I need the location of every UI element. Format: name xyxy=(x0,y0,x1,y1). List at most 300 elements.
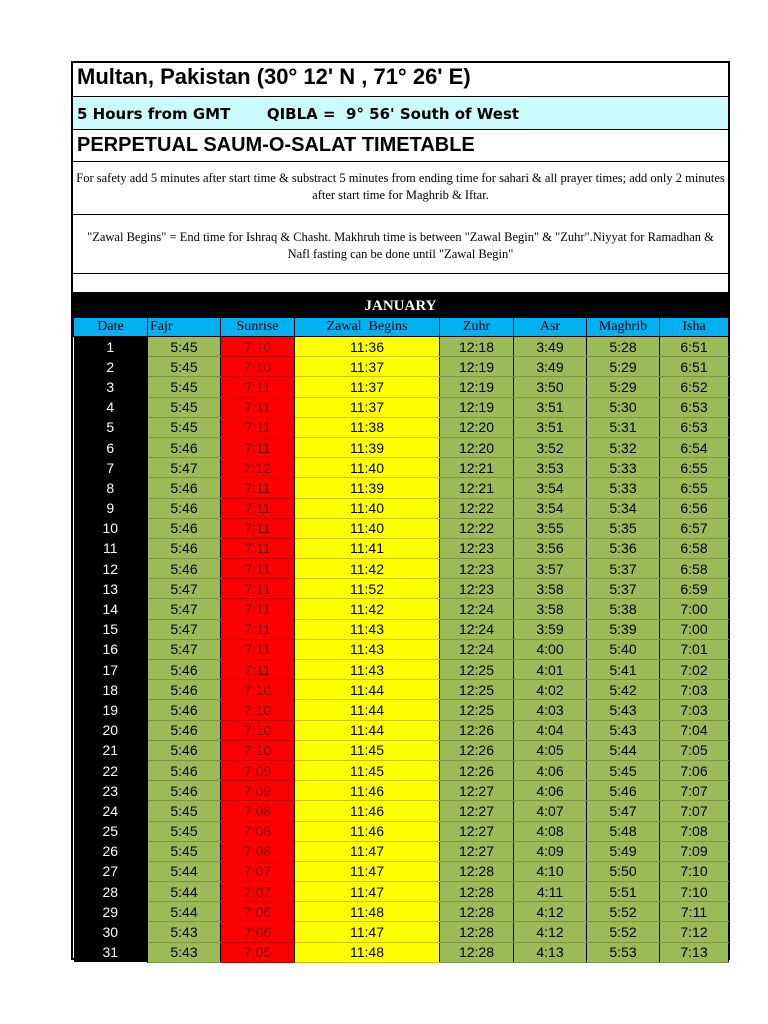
cell-fajr: 5:47 xyxy=(148,579,221,599)
cell-fajr: 5:46 xyxy=(148,660,221,680)
cell-asr: 3:51 xyxy=(514,417,587,437)
cell-zawal: 11:37 xyxy=(295,357,440,377)
cell-fajr: 5:44 xyxy=(148,861,221,881)
cell-date: 17 xyxy=(74,660,148,680)
cell-maghrib: 5:50 xyxy=(587,861,660,881)
cell-zuhr: 12:27 xyxy=(440,781,514,801)
cell-fajr: 5:46 xyxy=(148,498,221,518)
cell-zawal: 11:44 xyxy=(295,680,440,700)
cell-date: 31 xyxy=(74,942,148,962)
cell-date: 20 xyxy=(74,720,148,740)
cell-maghrib: 5:42 xyxy=(587,680,660,700)
cell-fajr: 5:44 xyxy=(148,882,221,902)
zawal-note: "Zawal Begins" = End time for Ishraq & Chasht. Makhruh time is between "Zawal Begin" & "Zuhr".Niyyat for Ramadhan & Nafl fasting can be done until "Zawal Begin" xyxy=(87,230,714,261)
cell-maghrib: 5:40 xyxy=(587,639,660,659)
table-row xyxy=(74,518,729,538)
cell-sunrise: 7:12 xyxy=(221,458,295,478)
cell-zawal: 11:42 xyxy=(295,559,440,579)
table-row xyxy=(74,417,729,437)
cell-zuhr: 12:19 xyxy=(440,377,514,397)
cell-sunrise: 7:11 xyxy=(221,619,295,639)
cell-zuhr: 12:26 xyxy=(440,720,514,740)
cell-isha: 6:58 xyxy=(660,538,729,558)
cell-zuhr: 12:18 xyxy=(440,337,514,357)
cell-fajr: 5:43 xyxy=(148,922,221,942)
cell-fajr: 5:46 xyxy=(148,760,221,780)
cell-asr: 3:50 xyxy=(514,377,587,397)
table-row xyxy=(74,841,729,861)
table-row xyxy=(74,821,729,841)
cell-sunrise: 7:11 xyxy=(221,518,295,538)
col-header-sunrise: Sunrise xyxy=(221,318,295,337)
cell-zawal: 11:38 xyxy=(295,417,440,437)
cell-fajr: 5:44 xyxy=(148,902,221,922)
cell-fajr: 5:45 xyxy=(148,337,221,357)
cell-fajr: 5:45 xyxy=(148,821,221,841)
table-row xyxy=(74,740,729,760)
table-row xyxy=(74,760,729,780)
cell-zuhr: 12:25 xyxy=(440,700,514,720)
cell-asr: 3:49 xyxy=(514,337,587,357)
cell-sunrise: 7:08 xyxy=(221,801,295,821)
cell-zawal: 11:52 xyxy=(295,579,440,599)
cell-fajr: 5:46 xyxy=(148,781,221,801)
cell-sunrise: 7:06 xyxy=(221,922,295,942)
cell-sunrise: 7:10 xyxy=(221,720,295,740)
cell-zawal: 11:39 xyxy=(295,437,440,457)
cell-fajr: 5:46 xyxy=(148,680,221,700)
table-row xyxy=(74,922,729,942)
cell-zawal: 11:43 xyxy=(295,619,440,639)
cell-asr: 4:07 xyxy=(514,801,587,821)
cell-zawal: 11:40 xyxy=(295,518,440,538)
table-row xyxy=(74,599,729,619)
col-header-asr: Asr xyxy=(514,318,587,337)
cell-date: 15 xyxy=(74,619,148,639)
cell-isha: 6:59 xyxy=(660,579,729,599)
cell-zawal: 11:47 xyxy=(295,861,440,881)
cell-asr: 3:55 xyxy=(514,518,587,538)
page-title: Multan, Pakistan (30° 12' N , 71° 26' E) xyxy=(77,64,471,89)
cell-zawal: 11:47 xyxy=(295,922,440,942)
table-row xyxy=(74,437,729,457)
cell-date: 10 xyxy=(74,518,148,538)
cell-zuhr: 12:24 xyxy=(440,599,514,619)
cell-date: 9 xyxy=(74,498,148,518)
cell-isha: 6:57 xyxy=(660,518,729,538)
cell-isha: 7:10 xyxy=(660,861,729,881)
cell-fajr: 5:45 xyxy=(148,397,221,417)
table-row xyxy=(74,781,729,801)
cell-maghrib: 5:48 xyxy=(587,821,660,841)
cell-date: 26 xyxy=(74,841,148,861)
cell-sunrise: 7:11 xyxy=(221,377,295,397)
cell-date: 3 xyxy=(74,377,148,397)
cell-maghrib: 5:41 xyxy=(587,660,660,680)
cell-date: 30 xyxy=(74,922,148,942)
cell-isha: 7:00 xyxy=(660,599,729,619)
cell-zuhr: 12:28 xyxy=(440,902,514,922)
cell-date: 7 xyxy=(74,458,148,478)
cell-date: 27 xyxy=(74,861,148,881)
cell-sunrise: 7:10 xyxy=(221,337,295,357)
cell-maghrib: 5:43 xyxy=(587,720,660,740)
cell-sunrise: 7:08 xyxy=(221,821,295,841)
cell-maghrib: 5:39 xyxy=(587,619,660,639)
cell-maghrib: 5:47 xyxy=(587,801,660,821)
cell-asr: 3:52 xyxy=(514,437,587,457)
cell-date: 19 xyxy=(74,700,148,720)
cell-sunrise: 7:11 xyxy=(221,660,295,680)
cell-zawal: 11:37 xyxy=(295,397,440,417)
cell-maghrib: 5:43 xyxy=(587,700,660,720)
cell-maghrib: 5:32 xyxy=(587,437,660,457)
cell-zuhr: 12:21 xyxy=(440,478,514,498)
table-row xyxy=(74,902,729,922)
cell-isha: 7:03 xyxy=(660,700,729,720)
cell-maghrib: 5:45 xyxy=(587,760,660,780)
cell-maghrib: 5:52 xyxy=(587,922,660,942)
cell-fajr: 5:47 xyxy=(148,599,221,619)
cell-fajr: 5:46 xyxy=(148,518,221,538)
cell-asr: 4:06 xyxy=(514,760,587,780)
col-header-isha: Isha xyxy=(660,318,729,337)
cell-zuhr: 12:28 xyxy=(440,942,514,962)
cell-zawal: 11:36 xyxy=(295,337,440,357)
cell-date: 13 xyxy=(74,579,148,599)
cell-asr: 3:56 xyxy=(514,538,587,558)
cell-isha: 6:56 xyxy=(660,498,729,518)
cell-date: 1 xyxy=(74,337,148,357)
safety-note-row xyxy=(73,162,728,215)
cell-isha: 7:00 xyxy=(660,619,729,639)
cell-date: 29 xyxy=(74,902,148,922)
cell-zuhr: 12:28 xyxy=(440,882,514,902)
table-row xyxy=(74,357,729,377)
cell-date: 25 xyxy=(74,821,148,841)
cell-zuhr: 12:27 xyxy=(440,821,514,841)
cell-isha: 7:03 xyxy=(660,680,729,700)
cell-maghrib: 5:51 xyxy=(587,882,660,902)
cell-zuhr: 12:19 xyxy=(440,357,514,377)
cell-asr: 3:57 xyxy=(514,559,587,579)
cell-zuhr: 12:20 xyxy=(440,437,514,457)
cell-fajr: 5:46 xyxy=(148,559,221,579)
cell-asr: 4:06 xyxy=(514,781,587,801)
cell-zuhr: 12:24 xyxy=(440,639,514,659)
cell-asr: 3:54 xyxy=(514,478,587,498)
cell-zawal: 11:43 xyxy=(295,660,440,680)
cell-zuhr: 12:22 xyxy=(440,518,514,538)
cell-zawal: 11:45 xyxy=(295,740,440,760)
cell-maghrib: 5:34 xyxy=(587,498,660,518)
cell-asr: 3:58 xyxy=(514,579,587,599)
timetable-sheet xyxy=(71,61,730,960)
cell-sunrise: 7:11 xyxy=(221,639,295,659)
cell-isha: 7:12 xyxy=(660,922,729,942)
cell-zawal: 11:48 xyxy=(295,902,440,922)
cell-sunrise: 7:07 xyxy=(221,882,295,902)
cell-zawal: 11:48 xyxy=(295,942,440,962)
cell-sunrise: 7:09 xyxy=(221,760,295,780)
cell-isha: 7:04 xyxy=(660,720,729,740)
cell-maghrib: 5:28 xyxy=(587,337,660,357)
table-row xyxy=(74,639,729,659)
cell-zawal: 11:41 xyxy=(295,538,440,558)
title-row xyxy=(73,63,728,97)
cell-fajr: 5:46 xyxy=(148,478,221,498)
cell-isha: 7:11 xyxy=(660,902,729,922)
cell-zawal: 11:46 xyxy=(295,781,440,801)
cell-asr: 3:58 xyxy=(514,599,587,619)
cell-maghrib: 5:33 xyxy=(587,478,660,498)
cell-fajr: 5:46 xyxy=(148,538,221,558)
cell-zuhr: 12:21 xyxy=(440,458,514,478)
cell-fajr: 5:46 xyxy=(148,437,221,457)
zawal-note-row xyxy=(73,215,728,274)
cell-isha: 6:51 xyxy=(660,337,729,357)
cell-asr: 4:12 xyxy=(514,902,587,922)
table-row xyxy=(74,377,729,397)
cell-maghrib: 5:38 xyxy=(587,599,660,619)
cell-date: 11 xyxy=(74,538,148,558)
table-row xyxy=(74,579,729,599)
cell-date: 8 xyxy=(74,478,148,498)
cell-asr: 4:10 xyxy=(514,861,587,881)
cell-maghrib: 5:29 xyxy=(587,357,660,377)
cell-zawal: 11:46 xyxy=(295,801,440,821)
cell-isha: 7:02 xyxy=(660,660,729,680)
cell-maghrib: 5:53 xyxy=(587,942,660,962)
cell-sunrise: 7:10 xyxy=(221,357,295,377)
cell-zuhr: 12:27 xyxy=(440,801,514,821)
cell-asr: 4:03 xyxy=(514,700,587,720)
cell-sunrise: 7:10 xyxy=(221,740,295,760)
cell-isha: 7:08 xyxy=(660,821,729,841)
cell-zuhr: 12:28 xyxy=(440,922,514,942)
cell-isha: 6:51 xyxy=(660,357,729,377)
cell-date: 18 xyxy=(74,680,148,700)
subtitle-row xyxy=(73,130,728,162)
cell-maghrib: 5:30 xyxy=(587,397,660,417)
cell-isha: 6:54 xyxy=(660,437,729,457)
col-header-zawal: Zawal Begins xyxy=(295,318,440,337)
cell-isha: 7:10 xyxy=(660,882,729,902)
cell-zuhr: 12:20 xyxy=(440,417,514,437)
cell-asr: 4:12 xyxy=(514,922,587,942)
cell-maghrib: 5:33 xyxy=(587,458,660,478)
table-row xyxy=(74,397,729,417)
cell-fajr: 5:45 xyxy=(148,357,221,377)
cell-zuhr: 12:23 xyxy=(440,579,514,599)
cell-zuhr: 12:25 xyxy=(440,660,514,680)
cell-sunrise: 7:11 xyxy=(221,478,295,498)
table-row xyxy=(74,861,729,881)
cell-sunrise: 7:11 xyxy=(221,397,295,417)
month-heading: JANUARY xyxy=(73,293,728,317)
cell-zawal: 11:44 xyxy=(295,720,440,740)
table-row xyxy=(74,660,729,680)
safety-note: For safety add 5 minutes after start time & substract 5 minutes from ending time for sahari & all prayer times; add only 2 minutes after start time for Maghrib & Iftar. xyxy=(76,171,725,202)
cell-zawal: 11:45 xyxy=(295,760,440,780)
cell-sunrise: 7:11 xyxy=(221,498,295,518)
cell-maghrib: 5:35 xyxy=(587,518,660,538)
cell-zuhr: 12:23 xyxy=(440,559,514,579)
cell-maghrib: 5:36 xyxy=(587,538,660,558)
cell-fajr: 5:46 xyxy=(148,740,221,760)
cell-asr: 4:04 xyxy=(514,720,587,740)
cell-fajr: 5:47 xyxy=(148,458,221,478)
cell-sunrise: 7:06 xyxy=(221,902,295,922)
cell-asr: 3:49 xyxy=(514,357,587,377)
cell-fajr: 5:43 xyxy=(148,942,221,962)
page-subtitle: PERPETUAL SAUM-O-SALAT TIMETABLE xyxy=(77,134,475,156)
col-header-maghrib: Maghrib xyxy=(587,318,660,337)
cell-date: 4 xyxy=(74,397,148,417)
cell-fajr: 5:45 xyxy=(148,377,221,397)
cell-date: 5 xyxy=(74,417,148,437)
table-row xyxy=(74,538,729,558)
cell-maghrib: 5:31 xyxy=(587,417,660,437)
cell-fajr: 5:45 xyxy=(148,801,221,821)
cell-isha: 7:06 xyxy=(660,760,729,780)
prayer-times-table xyxy=(73,317,729,963)
cell-fajr: 5:46 xyxy=(148,700,221,720)
cell-zuhr: 12:25 xyxy=(440,680,514,700)
cell-zuhr: 12:26 xyxy=(440,740,514,760)
gmt-qibla-text: 5 Hours from GMT QIBLA = 9° 56' South of West xyxy=(77,105,520,123)
cell-asr: 4:09 xyxy=(514,841,587,861)
cell-date: 28 xyxy=(74,882,148,902)
cell-zawal: 11:40 xyxy=(295,498,440,518)
cell-sunrise: 7:11 xyxy=(221,599,295,619)
cell-zuhr: 12:24 xyxy=(440,619,514,639)
cell-zawal: 11:47 xyxy=(295,882,440,902)
cell-zawal: 11:40 xyxy=(295,458,440,478)
cell-fajr: 5:45 xyxy=(148,841,221,861)
table-row xyxy=(74,680,729,700)
cell-zuhr: 12:19 xyxy=(440,397,514,417)
cell-isha: 6:52 xyxy=(660,377,729,397)
cell-date: 6 xyxy=(74,437,148,457)
table-row xyxy=(74,720,729,740)
cell-isha: 7:01 xyxy=(660,639,729,659)
cell-zawal: 11:42 xyxy=(295,599,440,619)
cell-zawal: 11:47 xyxy=(295,841,440,861)
cell-zawal: 11:39 xyxy=(295,478,440,498)
cell-sunrise: 7:09 xyxy=(221,781,295,801)
cell-sunrise: 7:11 xyxy=(221,559,295,579)
cell-fajr: 5:47 xyxy=(148,619,221,639)
table-row xyxy=(74,498,729,518)
cell-zawal: 11:37 xyxy=(295,377,440,397)
cell-maghrib: 5:46 xyxy=(587,781,660,801)
cell-maghrib: 5:49 xyxy=(587,841,660,861)
cell-asr: 4:11 xyxy=(514,882,587,902)
cell-sunrise: 7:05 xyxy=(221,942,295,962)
cell-isha: 6:53 xyxy=(660,397,729,417)
cell-asr: 3:59 xyxy=(514,619,587,639)
cell-date: 16 xyxy=(74,639,148,659)
cell-fajr: 5:47 xyxy=(148,639,221,659)
table-row xyxy=(74,337,729,357)
col-header-date: Date xyxy=(74,318,148,337)
table-row xyxy=(74,882,729,902)
cell-sunrise: 7:11 xyxy=(221,579,295,599)
table-header-row xyxy=(74,318,729,337)
cell-sunrise: 7:11 xyxy=(221,538,295,558)
cell-date: 12 xyxy=(74,559,148,579)
cell-asr: 4:02 xyxy=(514,680,587,700)
cell-zuhr: 12:22 xyxy=(440,498,514,518)
table-row xyxy=(74,700,729,720)
cell-asr: 3:53 xyxy=(514,458,587,478)
cell-asr: 4:13 xyxy=(514,942,587,962)
cell-fajr: 5:45 xyxy=(148,417,221,437)
spacer-row xyxy=(73,274,728,293)
col-header-zuhr: Zuhr xyxy=(440,318,514,337)
table-row xyxy=(74,619,729,639)
cell-isha: 7:05 xyxy=(660,740,729,760)
cell-sunrise: 7:10 xyxy=(221,700,295,720)
table-row xyxy=(74,801,729,821)
cell-isha: 6:55 xyxy=(660,458,729,478)
table-row xyxy=(74,478,729,498)
cell-sunrise: 7:11 xyxy=(221,417,295,437)
cell-date: 24 xyxy=(74,801,148,821)
cell-date: 2 xyxy=(74,357,148,377)
cell-asr: 4:01 xyxy=(514,660,587,680)
cell-maghrib: 5:37 xyxy=(587,559,660,579)
cell-sunrise: 7:08 xyxy=(221,841,295,861)
table-body xyxy=(74,337,729,963)
cell-zuhr: 12:28 xyxy=(440,861,514,881)
cell-date: 21 xyxy=(74,740,148,760)
gmt-qibla-row xyxy=(73,97,728,130)
cell-asr: 3:54 xyxy=(514,498,587,518)
cell-isha: 7:09 xyxy=(660,841,729,861)
cell-sunrise: 7:11 xyxy=(221,437,295,457)
cell-isha: 6:58 xyxy=(660,559,729,579)
cell-isha: 7:13 xyxy=(660,942,729,962)
cell-maghrib: 5:37 xyxy=(587,579,660,599)
cell-asr: 4:08 xyxy=(514,821,587,841)
cell-sunrise: 7:07 xyxy=(221,861,295,881)
cell-zuhr: 12:27 xyxy=(440,841,514,861)
cell-isha: 7:07 xyxy=(660,781,729,801)
cell-sunrise: 7:10 xyxy=(221,680,295,700)
cell-maghrib: 5:52 xyxy=(587,902,660,922)
cell-maghrib: 5:29 xyxy=(587,377,660,397)
cell-zawal: 11:43 xyxy=(295,639,440,659)
cell-date: 23 xyxy=(74,781,148,801)
cell-asr: 3:51 xyxy=(514,397,587,417)
cell-zuhr: 12:23 xyxy=(440,538,514,558)
cell-zawal: 11:44 xyxy=(295,700,440,720)
table-row xyxy=(74,559,729,579)
cell-isha: 6:53 xyxy=(660,417,729,437)
cell-fajr: 5:46 xyxy=(148,720,221,740)
cell-isha: 6:55 xyxy=(660,478,729,498)
cell-maghrib: 5:44 xyxy=(587,740,660,760)
table-row xyxy=(74,942,729,962)
cell-asr: 4:05 xyxy=(514,740,587,760)
cell-zawal: 11:46 xyxy=(295,821,440,841)
table-row xyxy=(74,458,729,478)
cell-isha: 7:07 xyxy=(660,801,729,821)
col-header-fajr: Fajr xyxy=(148,318,221,337)
cell-date: 22 xyxy=(74,760,148,780)
